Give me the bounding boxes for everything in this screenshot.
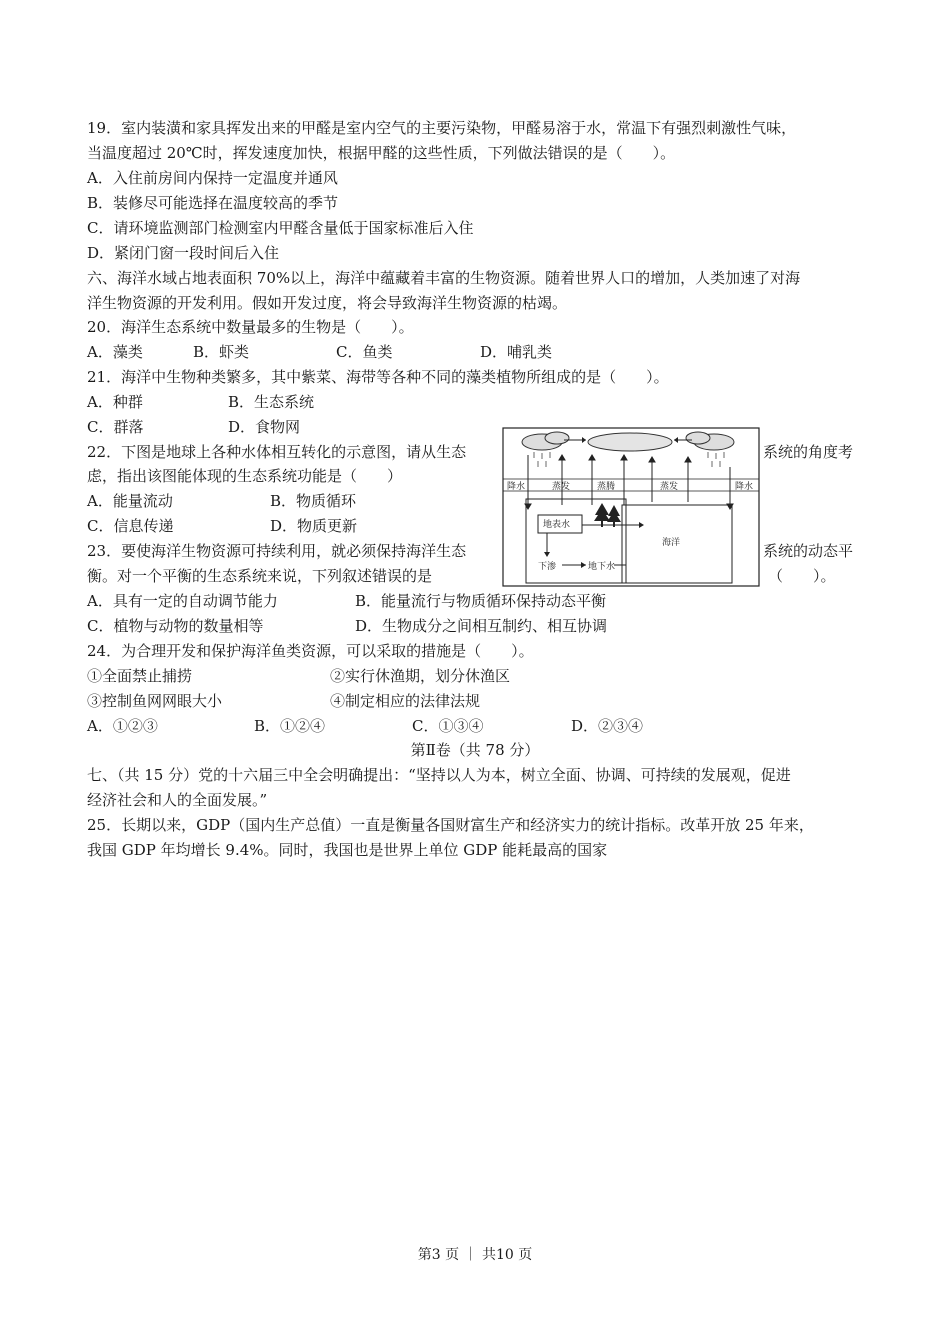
q24-measure-3: ③控制鱼网网眼大小 [87, 692, 223, 710]
q25-line1: 25．长期以来，GDP（国内生产总值）一直是衡量各国财富生产和经济实力的统计指标。改革开放 25 年来， [87, 816, 814, 834]
q19-option-b: B．装修尽可能选择在温度较高的季节 [87, 194, 339, 212]
q21-option-a: A．种群 [87, 393, 143, 411]
q22-stem-line1-left: 22．下图是地球上各种水体相互转化的示意图，请从生态 [87, 443, 467, 461]
part2-title: 第Ⅱ卷（共 78 分） [410, 741, 540, 759]
q20-option-b: B．虾类 [193, 343, 250, 361]
q22-option-a: A．能量流动 [87, 492, 173, 510]
q22-option-b: B．物质循环 [270, 492, 357, 510]
label-evaporation-2: 蒸发 [660, 482, 679, 492]
label-rain-left: 降水 [507, 482, 526, 492]
trees-icon [594, 503, 621, 527]
section7-line1: 七、（共 15 分）党的十六届三中全会明确提出：“坚持以人为本，树立全面、协调、可持续的发展观，促进 [87, 766, 791, 784]
q19-option-d: D．紧闭门窗一段时间后入住 [87, 244, 280, 262]
section7-line2: 经济社会和人的全面发展。” [87, 791, 268, 809]
q24-measure-4: ④制定相应的法律法规 [330, 692, 481, 710]
q19-option-c: C．请环境监测部门检测室内甲醛含量低于国家标准后入住 [87, 219, 474, 237]
q23-option-a: A．具有一定的自动调节能力 [87, 592, 278, 610]
q20-option-d: D．哺乳类 [480, 343, 553, 361]
label-seepage: 下渗 [538, 562, 557, 572]
section6-line1: 六、海洋水域占地表面积 70%以上，海洋中蕴藏着丰富的生物资源。随着世界人口的增加，人类加速了对海 [87, 269, 801, 287]
label-groundwater: 地下水 [588, 562, 616, 572]
q25-line2: 我国 GDP 年均增长 9.4%。同时，我国也是世界上单位 GDP 能耗最高的国家 [87, 841, 608, 859]
q20-option-a: A．藻类 [87, 343, 143, 361]
q24-stem: 24．为合理开发和保护海洋鱼类资源，可以采取的措施是（ ）。 [87, 642, 534, 660]
q24-measure-1: ①全面禁止捕捞 [87, 667, 193, 685]
q21-option-b: B．生态系统 [228, 393, 315, 411]
q24-option-a: A．①②③ [87, 717, 158, 735]
section6-line2: 洋生物资源的开发利用。假如开发过度，将会导致海洋生物资源的枯竭。 [87, 294, 568, 312]
q22-stem-line1-right: 系统的角度考 [763, 443, 854, 461]
q21-stem: 21．海洋中生物种类繁多，其中紫菜、海带等各种不同的藻类植物所组成的是（ ）。 [87, 368, 669, 386]
label-evaporation-1: 蒸发 [552, 482, 571, 492]
cloud-left-icon [522, 432, 569, 450]
rain-left-icon [534, 452, 550, 467]
q20-stem: 20．海洋生态系统中数量最多的生物是（ ）。 [87, 318, 414, 336]
label-surface-water: 地表水 [543, 520, 571, 530]
cloud-center-icon [588, 433, 672, 451]
q21-option-c: C．群落 [87, 418, 144, 436]
q24-option-c: C．①③④ [412, 717, 484, 735]
water-cycle-diagram [502, 427, 760, 587]
page-footer: 第3 页 ｜ 共10 页 [417, 1247, 533, 1263]
q23-option-d: D．生物成分之间相互制约、相互协调 [355, 617, 608, 635]
label-rain-right: 降水 [735, 482, 754, 492]
q22-option-d: D．物质更新 [270, 517, 358, 535]
q19-option-a: A．入住前房间内保持一定温度并通风 [87, 169, 338, 187]
q24-option-b: B．①②④ [254, 717, 326, 735]
q23-stem-line1-right: 系统的动态平 [763, 542, 854, 560]
q21-option-d: D．食物网 [228, 418, 301, 436]
q19-stem-line1: 19．室内装潢和家具挥发出来的甲醛是室内空气的主要污染物，甲醛易溶于水，常温下有强烈刺激性气味， [87, 119, 797, 137]
q22-stem-line2: 虑，指出该图能体现的生态系统功能是（ ） [87, 467, 403, 485]
q19-stem-line2: 当温度超过 20℃时，挥发速度加快，根据甲醛的这些性质，下列做法错误的是（ ）。 [87, 144, 676, 162]
q23-stem-line2-right: （ ）。 [768, 567, 836, 585]
q23-option-b: B．能量流行与物质循环保持动态平衡 [355, 592, 607, 610]
q22-option-c: C．信息传递 [87, 517, 174, 535]
label-transpiration: 蒸腾 [597, 482, 616, 492]
q23-stem-line2-left: 衡。对一个平衡的生态系统来说，下列叙述错误的是 [87, 567, 433, 585]
q24-option-d: D．②③④ [571, 717, 644, 735]
rain-right-icon [708, 452, 724, 467]
q23-option-c: C．植物与动物的数量相等 [87, 617, 264, 635]
cloud-right-icon [686, 432, 734, 450]
q24-measure-2: ②实行休渔期，划分休渔区 [330, 667, 511, 685]
q20-option-c: C．鱼类 [336, 343, 393, 361]
label-ocean: 海洋 [662, 538, 681, 548]
q23-stem-line1-left: 23．要使海洋生物资源可持续利用，就必须保持海洋生态 [87, 542, 467, 560]
